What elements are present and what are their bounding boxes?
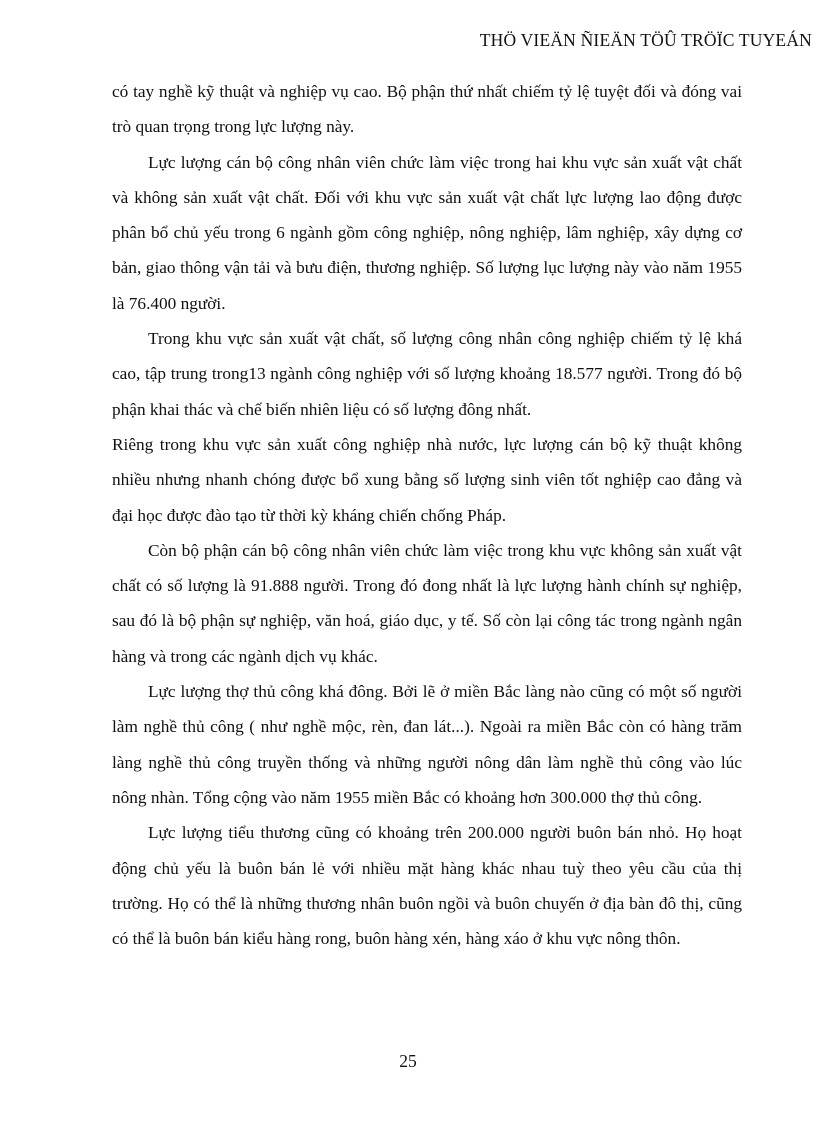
paragraph-continuation: có tay nghề kỹ thuật và nghiệp vụ cao. Bộ phận thứ nhất chiếm tỷ lệ tuyệt đối và đóng vai trò quan trọng trong lực lượng này.: [112, 82, 742, 137]
body-text: [112, 74, 742, 956]
page-number: 25: [399, 1051, 417, 1071]
paragraph-state-industry: Riêng trong khu vực sản xuất công nghiệp nhà nước, lực lượng cán bộ kỹ thuật không nhiều nhưng nhanh chóng được bổ xung bằng số lượng sinh viên tốt nghiệp cao đẳng và đại học được đào tạo từ thời kỳ kháng chiến chống Pháp.: [112, 434, 742, 525]
paragraph-craftsmen: Lực lượng thợ thủ công khá đông. Bởi lẽ ở miền Bắc làng nào cũng có một số người làm nghề thủ công ( như nghề mộc, rèn, đan lát...). Ngoài ra miền Bắc còn có hàng trăm làng nghề thủ công truyền thống và những người nông dân làm nghề thủ công vào lúc nông nhàn. Tổng cộng vào năm 1955 miền Bắc có khoảng hơn 300.000 thợ thủ công.: [112, 682, 742, 807]
paragraph-small-traders: Lực lượng tiểu thương cũng có khoảng trên 200.000 người buôn bán nhỏ. Họ hoạt động chủ yếu là buôn bán lẻ với nhiều mặt hàng khác nhau tuỳ theo yêu cầu của thị trường. Họ có thể là những thương nhân buôn ngồi và buôn chuyến ở địa bàn đô thị, cũng có thể là buôn bán kiểu hàng rong, buôn hàng xén, hàng xáo ở khu vực nông thôn.: [112, 823, 742, 949]
running-header: THÖ VIEÄN ÑIEÄN TÖÛ TRÖÏC TUYEÁN: [479, 30, 812, 50]
paragraph-industrial-workers: Trong khu vực sản xuất vật chất, số lượng công nhân công nghiệp chiếm tỷ lệ khá cao, tập trung trong13 ngành công nghiệp với số lượng khoảng 18.577 người. Trong đó bộ phận khai thác và chế biến nhiên liệu có số lượng đông nhất.: [112, 329, 742, 419]
paragraph-officials: Lực lượng cán bộ công nhân viên chức làm việc trong hai khu vực sản xuất vật chất và không sản xuất vật chất. Đối với khu vực sản xuất vật chất lực lượng lao động được phân bổ chủ yếu trong 6 ngành gồm công nghiệp, nông nghiệp, lâm nghiệp, xây dựng cơ bản, giao thông vận tải và bưu điện, thương nghiệp. Số lượng lục lượng này vào năm 1955 là 76.400 người.: [112, 152, 742, 313]
paragraph-non-material-sector: Còn bộ phận cán bộ công nhân viên chức làm việc trong khu vực không sản xuất vật chất có số lượng là 91.888 người. Trong đó đong nhất là lực lượng hành chính sự nghiệp, sau đó là bộ phận sự nghiệp, văn hoá, giáo dục, y tế. Số còn lại công tác trong ngành ngân hàng và trong các ngành dịch vụ khác.: [112, 540, 742, 666]
